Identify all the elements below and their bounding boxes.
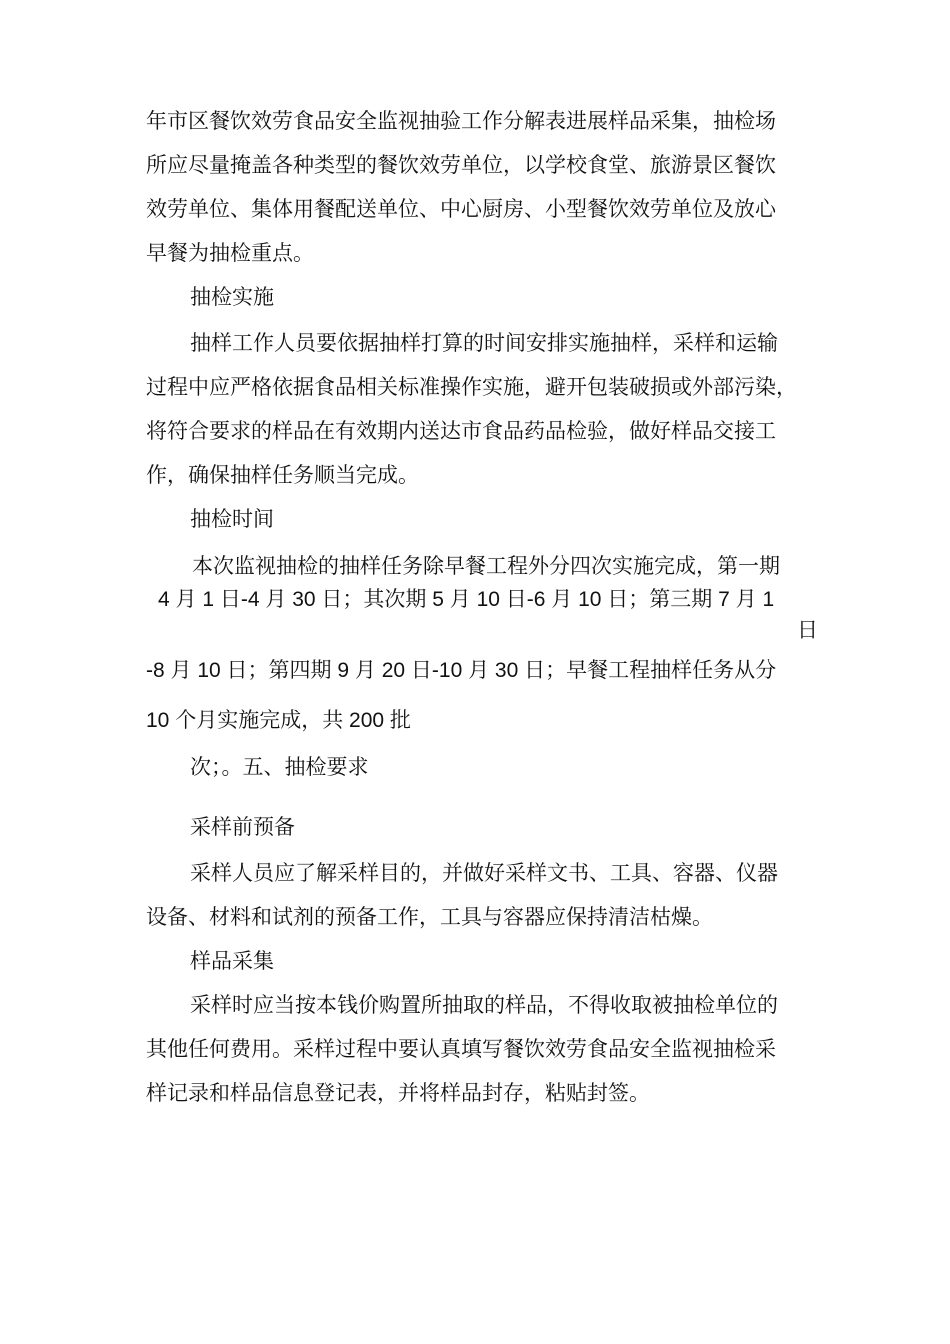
text-line: 早餐为抽检重点。	[146, 241, 314, 265]
text-line: 作，确保抽样任务顺当完成。	[146, 463, 419, 487]
paragraph-implementation	[146, 321, 818, 497]
text-line: 采样时应当按本钱价购置所抽取的样品，不得收取被抽检单位的	[190, 993, 778, 1017]
text-line: 样记录和样品信息登记表，并将样品封存，粘贴封签。	[146, 1081, 650, 1105]
text-line: 过程中应严格依据食品相关标准操作实施，避开包装破损或外部污染，	[146, 375, 797, 399]
text-line: 本次监视抽检的抽样任务除早餐工程外分四次实施完成，第一期	[192, 555, 780, 578]
text-line: 其他任何费用。采样过程中要认真填写餐饮效劳食品安全监视抽检采	[146, 1037, 776, 1061]
text-line: 效劳单位、集体用餐配送单位、中心厨房、小型餐饮效劳单位及放心	[146, 197, 776, 221]
paragraph-sampling-scope	[146, 99, 818, 275]
text-line: 4 月 1 日-4 月 30 日；其次期 5 月 10 日-6 月 10 日；第三期 7 月 1	[158, 588, 775, 611]
heading-collection: 样品采集	[190, 949, 274, 973]
paragraph-preparation	[146, 851, 818, 939]
text-line: 设备、材料和试剂的预备工作，工具与容器应保持清洁枯燥。	[146, 905, 713, 929]
text-line: 抽样工作人员要依据抽样打算的时间安排实施抽样，采样和运输	[190, 331, 778, 355]
text-line: -8 月 10 日；第四期 9 月 20 日-10 月 30 日；早餐工程抽样任务从分	[146, 659, 777, 682]
paragraph-collection	[146, 983, 818, 1115]
text-line: 所应尽量掩盖各种类型的餐饮效劳单位，以学校食堂、旅游景区餐饮	[146, 153, 776, 177]
text-line: 将符合要求的样品在有效期内送达市食品药品检验，做好样品交接工	[146, 419, 776, 443]
heading-implementation: 抽检实施	[190, 285, 274, 309]
text-line: 采样人员应了解采样目的，并做好采样文书、工具、容器、仪器	[190, 861, 778, 885]
text-line: 日	[797, 618, 818, 642]
text-line: 次；。五、抽检要求	[190, 755, 369, 779]
paragraph-time	[146, 545, 818, 789]
heading-preparation: 采样前预备	[190, 815, 295, 839]
heading-time: 抽检时间	[190, 507, 274, 531]
text-line: 10 个月实施完成，共 200 批	[146, 709, 411, 732]
text-line: 年市区餐饮效劳食品安全监视抽验工作分解表进展样品采集，抽检场	[146, 109, 776, 133]
